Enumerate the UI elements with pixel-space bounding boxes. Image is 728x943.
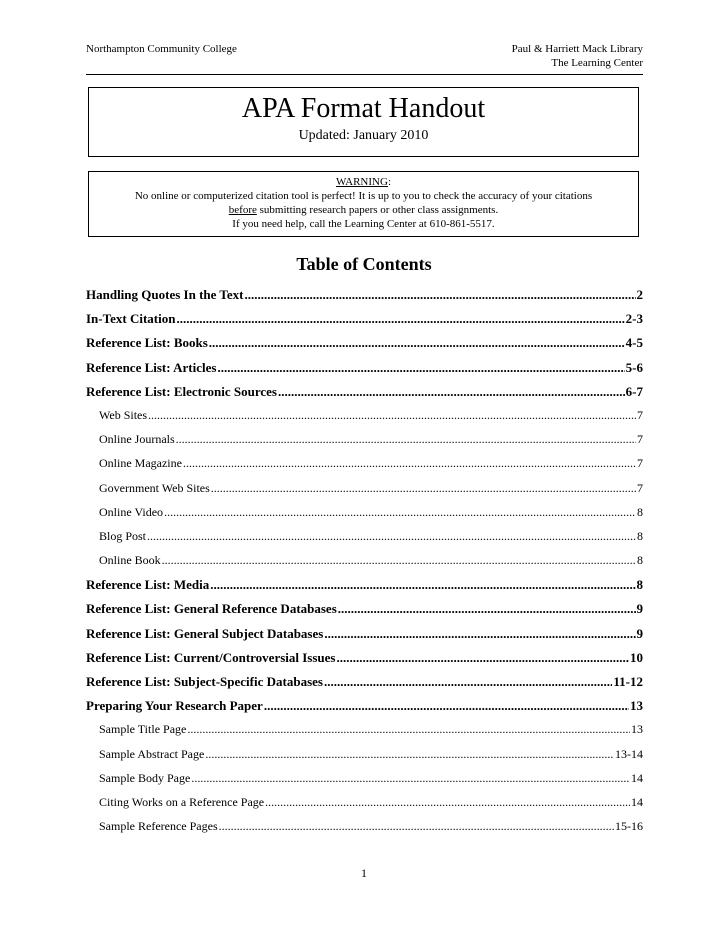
- toc-entry-label: Blog Post: [99, 528, 147, 543]
- toc-leader-dots: [187, 722, 630, 737]
- toc-leader-dots: [162, 553, 636, 568]
- toc-entry-label: Reference List: Books: [86, 335, 208, 351]
- toc-entry-page: 8: [637, 504, 643, 519]
- toc-leader-dots: [265, 795, 630, 810]
- header-department: The Learning Center: [551, 57, 643, 69]
- document-updated-date: Updated: January 2010: [298, 128, 429, 143]
- toc-leader-dots: [176, 311, 624, 327]
- toc-entry-page: 14: [631, 794, 643, 809]
- toc-entry-label: Online Magazine: [99, 456, 182, 471]
- toc-entry[interactable]: [86, 771, 643, 795]
- warning-heading-line: [89, 175, 638, 189]
- toc-leader-dots: [205, 747, 614, 762]
- toc-entry-page: 4-5: [625, 335, 643, 351]
- toc-entry-label: Web Sites: [99, 407, 148, 422]
- toc-entry-label: Handling Quotes In the Text: [86, 287, 244, 302]
- toc-entry[interactable]: [86, 335, 643, 359]
- toc-entry-label: Sample Reference Pages: [99, 819, 218, 834]
- header-institution: Northampton Community College: [86, 43, 237, 55]
- toc-entry-page: 7: [637, 456, 643, 471]
- toc-entry[interactable]: [86, 747, 643, 771]
- toc-entry-label: Sample Body Page: [99, 770, 191, 785]
- warning-line-3: If you need help, call the Learning Center at 610-861-5517.: [232, 218, 495, 230]
- toc-entry-page: 5-6: [625, 359, 643, 375]
- toc-entry-page: 7: [637, 432, 643, 447]
- header-library-block: [512, 42, 643, 70]
- toc-entry-page: 8: [636, 577, 643, 593]
- toc-entry-label: Citing Works on a Reference Page: [99, 794, 265, 809]
- toc-leader-dots: [324, 674, 612, 690]
- toc-entry-label: Reference List: Electronic Sources: [86, 383, 277, 399]
- toc-leader-dots: [148, 408, 636, 423]
- toc-entry-page: 6-7: [625, 383, 643, 399]
- toc-entry-page: 7: [637, 407, 643, 422]
- toc-entry[interactable]: [86, 432, 643, 456]
- toc-entry-label: Online Book: [99, 553, 161, 568]
- toc-entry[interactable]: [86, 698, 643, 722]
- toc-entry-label: Reference List: Media: [86, 577, 210, 593]
- toc-leader-dots: [211, 481, 636, 496]
- header-divider: [86, 74, 643, 75]
- warning-heading-suffix: :: [387, 176, 391, 188]
- toc-leader-dots: [147, 529, 636, 544]
- toc-entry-page: 9: [636, 601, 643, 617]
- toc-entry[interactable]: [86, 408, 643, 432]
- toc-entry[interactable]: [86, 650, 643, 674]
- toc-leader-dots: [245, 287, 636, 303]
- toc-leader-dots: [191, 771, 630, 786]
- toc-entry[interactable]: [86, 481, 643, 505]
- toc-entry-page: 15-16: [615, 819, 643, 834]
- toc-entry-page: 8: [637, 528, 643, 543]
- toc-entry-label: Reference List: Articles: [86, 359, 217, 375]
- toc-entry[interactable]: [86, 722, 643, 746]
- toc-leader-dots: [337, 650, 630, 666]
- toc-leader-dots: [176, 432, 636, 447]
- toc-entry[interactable]: [86, 384, 643, 408]
- toc-entry-page: 13: [630, 698, 643, 714]
- toc-leader-dots: [217, 360, 624, 376]
- table-of-contents: [86, 287, 643, 843]
- title-box: [88, 87, 639, 157]
- toc-entry-label: Preparing Your Research Paper: [86, 698, 263, 714]
- toc-entry-label: Government Web Sites: [99, 480, 210, 495]
- header-library-name: Paul & Harriett Mack Library: [511, 43, 643, 55]
- document-title: APA Format Handout: [241, 93, 486, 124]
- toc-entry[interactable]: [86, 795, 643, 819]
- toc-leader-dots: [219, 819, 614, 834]
- toc-entry[interactable]: [86, 529, 643, 553]
- toc-entry-label: Reference List: Subject-Specific Databases: [86, 674, 323, 689]
- toc-entry-label: Online Video: [99, 504, 164, 519]
- toc-leader-dots: [338, 601, 636, 617]
- toc-entry[interactable]: [86, 553, 643, 577]
- toc-entry-page: 9: [636, 625, 643, 641]
- toc-entry[interactable]: [86, 360, 643, 384]
- toc-entry-label: Reference List: Current/Controversial Issues: [86, 649, 336, 665]
- toc-entry-label: Online Journals: [99, 432, 175, 447]
- warning-box: [88, 171, 639, 237]
- warning-emphasis: before: [228, 204, 257, 216]
- toc-title: Table of Contents: [296, 254, 432, 274]
- toc-entry-page: 11-12: [613, 674, 643, 689]
- toc-entry-page: 10: [630, 649, 643, 665]
- toc-leader-dots: [264, 698, 629, 714]
- toc-entry[interactable]: [86, 456, 643, 480]
- toc-entry-page: 2: [636, 287, 643, 302]
- toc-entry[interactable]: [86, 601, 643, 625]
- toc-entry[interactable]: [86, 311, 643, 335]
- toc-entry-page: 13-14: [615, 746, 643, 761]
- warning-line-2-rest: submitting research papers or other class assignments.: [256, 204, 499, 216]
- toc-entry-page: 2-3: [625, 311, 643, 327]
- warning-heading: WARNING: [335, 176, 388, 188]
- toc-entry[interactable]: [86, 819, 643, 843]
- toc-leader-dots: [210, 577, 635, 593]
- toc-entry-page: 14: [631, 770, 643, 785]
- toc-entry[interactable]: [86, 287, 643, 311]
- toc-entry-label: Reference List: General Reference Databases: [86, 601, 337, 617]
- toc-entry-label: Sample Title Page: [99, 722, 187, 737]
- page-number: 1: [361, 866, 367, 880]
- toc-entry-page: 8: [637, 553, 643, 568]
- toc-entry[interactable]: [86, 577, 643, 601]
- toc-leader-dots: [164, 505, 636, 520]
- toc-entry-page: 7: [637, 480, 643, 495]
- warning-line-1: No online or computerized citation tool is perfect! It is up to you to check the accuracy of your citations: [134, 190, 593, 202]
- toc-leader-dots: [324, 626, 635, 642]
- warning-line-2: [89, 203, 638, 217]
- toc-entry-label: Sample Abstract Page: [99, 746, 205, 761]
- toc-leader-dots: [183, 456, 636, 471]
- toc-entry[interactable]: [86, 505, 643, 529]
- toc-leader-dots: [209, 335, 625, 351]
- toc-entry-page: 13: [631, 722, 643, 737]
- toc-entry-label: Reference List: General Subject Databases: [86, 625, 324, 641]
- toc-entry-label: In-Text Citation: [86, 311, 176, 327]
- toc-entry[interactable]: [86, 626, 643, 650]
- toc-leader-dots: [278, 384, 625, 400]
- toc-entry[interactable]: [86, 674, 643, 698]
